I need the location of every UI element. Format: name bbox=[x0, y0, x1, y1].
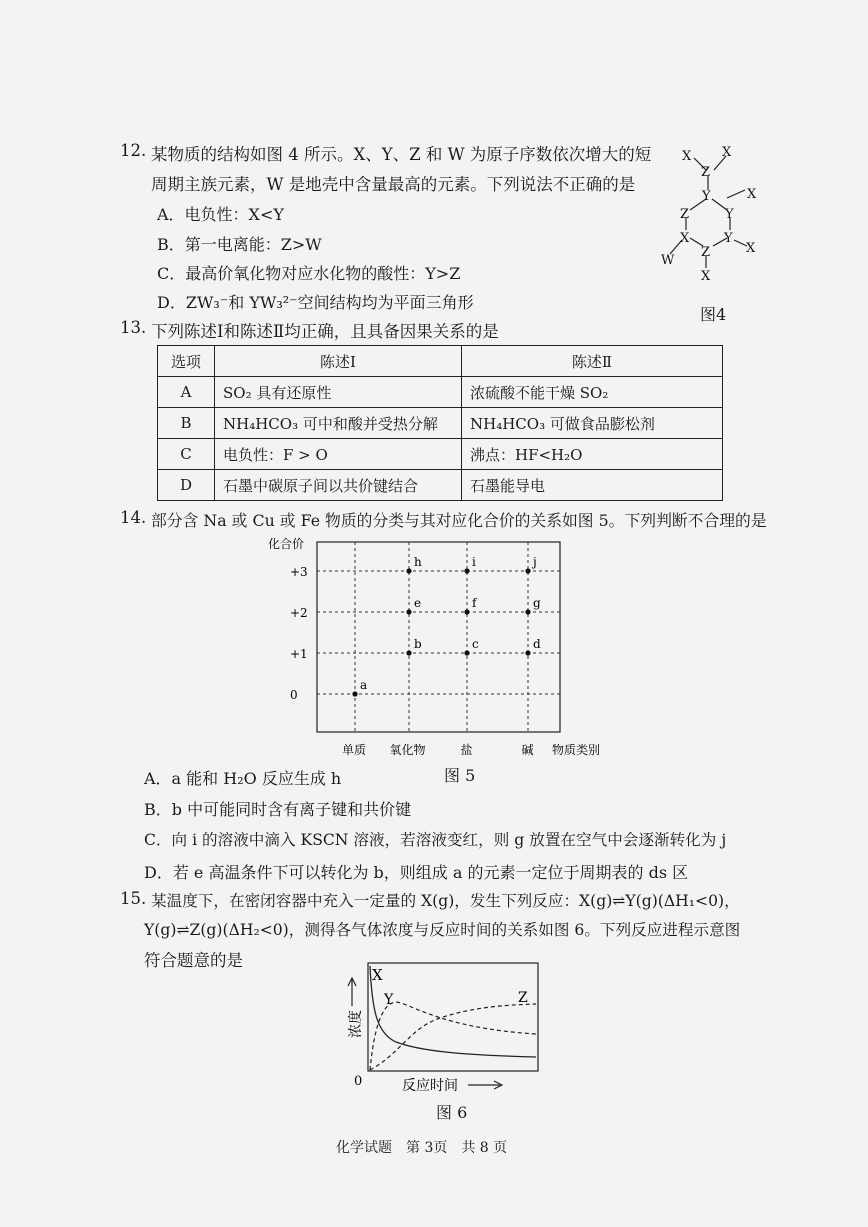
point-label-c: c bbox=[472, 637, 479, 651]
table-cell: NH₄HCO₃ 可做食品膨松剂 bbox=[462, 408, 723, 439]
data-point-f bbox=[464, 609, 469, 614]
data-point-j bbox=[525, 568, 530, 573]
fig4-atom: X bbox=[682, 149, 692, 164]
q12-stem-line1: 某物质的结构如图 4 所示。X、Y、Z 和 W 为原子序数依次增大的短 bbox=[151, 145, 652, 164]
y-tick-label: +2 bbox=[290, 606, 308, 620]
figure-5-caption: 图 5 bbox=[444, 766, 476, 785]
table-row bbox=[158, 470, 723, 501]
point-label-f: f bbox=[472, 596, 477, 610]
q12-number: 12. bbox=[120, 141, 147, 160]
data-point-d bbox=[525, 650, 530, 655]
q14-option-c: C．向 i 的溶液中滴入 KSCN 溶液，若溶液变红，则 g 放置在空气中会逐渐转化为 j bbox=[144, 831, 727, 849]
y-tick-label: +3 bbox=[290, 565, 308, 579]
table-cell: B bbox=[158, 408, 215, 439]
q12-stem-line2: 周期主族元素，W 是地壳中含量最高的元素。下列说法不正确的是 bbox=[151, 175, 636, 194]
point-label-b: b bbox=[414, 637, 422, 651]
figure-4-caption: 图4 bbox=[700, 305, 727, 324]
fig4-atom: X bbox=[747, 187, 757, 202]
q14-option-b: B．b 中可能同时含有离子键和共价键 bbox=[144, 800, 412, 819]
table-header-cell: 陈述Ⅱ bbox=[462, 346, 723, 377]
fig6-curve-x bbox=[370, 966, 536, 1057]
data-point-i bbox=[464, 568, 469, 573]
q15-stem-line2: Y(g)⇌Z(g)(ΔH₂<0)，测得各气体浓度与反应时间的关系如图 6。下列反应进程示意图 bbox=[144, 921, 741, 939]
fig4-atom: Z bbox=[680, 207, 690, 222]
page-footer: 化学试题 第 3页 共 8 页 bbox=[336, 1140, 508, 1156]
table-cell: C bbox=[158, 439, 215, 470]
table-row bbox=[158, 377, 723, 408]
fig4-atom: W bbox=[661, 253, 675, 268]
y-tick-label: 0 bbox=[290, 688, 298, 702]
x-category-label: 氧化物 bbox=[389, 743, 426, 757]
q14-option-d: D．若 e 高温条件下可以转化为 b，则组成 a 的元素一定位于周期表的 ds 区 bbox=[144, 863, 689, 882]
fig4-atom: Y bbox=[724, 231, 733, 246]
fig4-atom: Y bbox=[725, 207, 734, 222]
data-point-a bbox=[352, 691, 357, 696]
point-label-i: i bbox=[472, 555, 476, 569]
figure-5-chart bbox=[262, 534, 622, 764]
figure-4-structure bbox=[650, 138, 780, 288]
data-point-h bbox=[406, 568, 411, 573]
q12-option-d: D．ZW₃⁻和 YW₃²⁻空间结构均为平面三角形 bbox=[157, 293, 474, 312]
table-cell: SO₂ 具有还原性 bbox=[215, 377, 462, 408]
fig6-frame bbox=[368, 963, 538, 1071]
q13-table bbox=[157, 345, 723, 501]
q15-stem-line1: 某温度下，在密闭容器中充入一定量的 X(g)，发生下列反应：X(g)⇌Y(g)(ΔH₁<0)， bbox=[151, 892, 740, 910]
fig6-label-y: Y bbox=[384, 992, 394, 1008]
fig6-y-label: 浓度 bbox=[348, 1010, 364, 1038]
fig6-label-x: X bbox=[372, 966, 383, 984]
q14-number: 14. bbox=[120, 508, 147, 527]
point-label-h: h bbox=[414, 555, 422, 569]
data-point-g bbox=[525, 609, 530, 614]
fig4-atom: X bbox=[746, 241, 756, 256]
q15-number: 15. bbox=[120, 889, 147, 908]
table-cell: NH₄HCO₃ 可中和酸并受热分解 bbox=[215, 408, 462, 439]
fig6-origin: 0 bbox=[354, 1074, 363, 1089]
table-header-cell: 陈述Ⅰ bbox=[215, 346, 462, 377]
q14-stem: 部分含 Na 或 Cu 或 Fe 物质的分类与其对应化合价的关系如图 5。下列判断不合理的是 bbox=[151, 511, 767, 530]
table-header-cell: 选项 bbox=[158, 346, 215, 377]
fig4-atom: X bbox=[680, 231, 690, 246]
x-category-label: 碱 bbox=[521, 743, 534, 757]
x-category-label: 盐 bbox=[460, 743, 473, 757]
q13-stem: 下列陈述Ⅰ和陈述Ⅱ均正确，且具备因果关系的是 bbox=[151, 322, 499, 341]
q12-option-b: B．第一电离能：Z>W bbox=[157, 235, 322, 254]
q14-option-a: A．a 能和 H₂O 反应生成 h bbox=[144, 769, 342, 788]
fig6-curve-y bbox=[370, 1002, 536, 1070]
fig4-atom: Y bbox=[702, 189, 711, 204]
point-label-e: e bbox=[414, 596, 422, 610]
data-point-b bbox=[406, 650, 411, 655]
q15-stem-line3: 符合题意的是 bbox=[144, 951, 243, 970]
fig4-atom: X bbox=[722, 145, 732, 160]
fig6-curve-z bbox=[370, 1004, 536, 1070]
table-cell: 石墨能导电 bbox=[462, 470, 723, 501]
table-row bbox=[158, 439, 723, 470]
y-tick-label: +1 bbox=[290, 647, 308, 661]
fig4-atom: Z bbox=[701, 245, 711, 260]
table-cell: 沸点：HF<H₂O bbox=[462, 439, 723, 470]
table-cell: A bbox=[158, 377, 215, 408]
point-label-j: j bbox=[533, 555, 537, 569]
fig6-label-z: Z bbox=[518, 990, 528, 1006]
table-cell: D bbox=[158, 470, 215, 501]
data-point-e bbox=[406, 609, 411, 614]
figure-6-concentration-graph bbox=[340, 958, 560, 1093]
figure-6-caption: 图 6 bbox=[436, 1103, 468, 1122]
x-axis-label: 物质类别 bbox=[552, 743, 601, 757]
table-row bbox=[158, 408, 723, 439]
point-label-a: a bbox=[360, 678, 368, 692]
fig4-atom: X bbox=[701, 269, 711, 284]
table-cell: 石墨中碳原子间以共价键结合 bbox=[215, 470, 462, 501]
x-category-label: 单质 bbox=[342, 743, 367, 757]
fig4-atom: Z bbox=[701, 165, 711, 180]
q12-option-c: C．最高价氧化物对应水化物的酸性：Y>Z bbox=[157, 264, 461, 283]
point-label-d: d bbox=[533, 637, 541, 651]
data-point-c bbox=[464, 650, 469, 655]
q12-option-a: A．电负性：X<Y bbox=[157, 205, 284, 224]
point-label-g: g bbox=[533, 596, 541, 610]
table-header-row bbox=[158, 346, 723, 377]
fig6-x-label: 反应时间 bbox=[402, 1078, 458, 1093]
y-axis-label: 化合价 bbox=[268, 537, 305, 551]
table-cell: 电负性：F > O bbox=[215, 439, 462, 470]
table-cell: 浓硫酸不能干燥 SO₂ bbox=[462, 377, 723, 408]
q13-number: 13. bbox=[120, 318, 147, 337]
